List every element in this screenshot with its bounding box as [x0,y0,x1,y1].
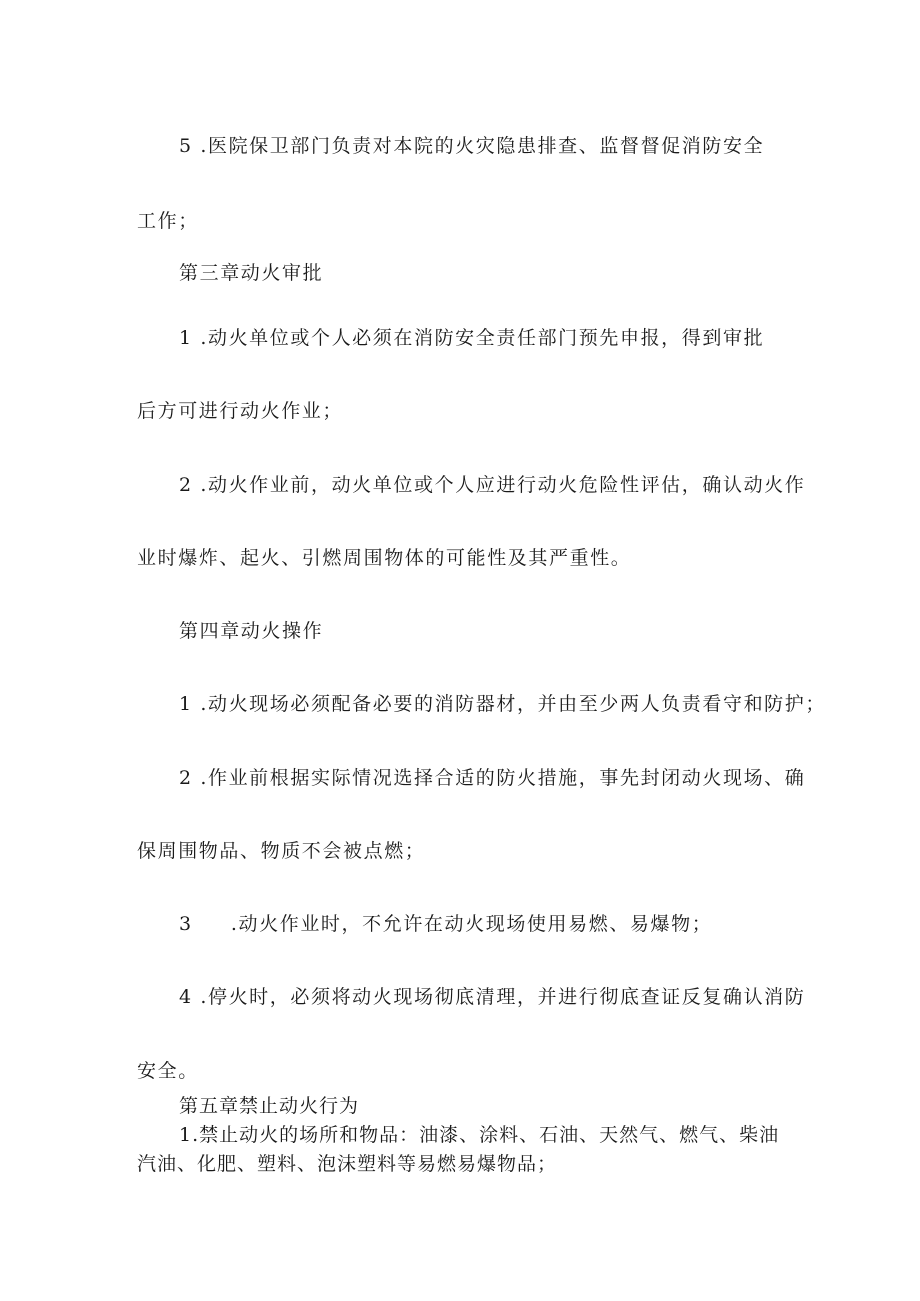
chapter-heading: 第五章禁止动火行为 [179,1095,360,1117]
paragraph-line: 5 .医院保卫部门负责对本院的火灾隐患排查、监督督促消防安全 [179,135,765,157]
paragraph-line: 保周围物品、物质不会被点燃； [137,840,426,862]
paragraph-line: 1.禁止动火的场所和物品：油漆、涂料、石油、天然气、燃气、柴油 [179,1124,780,1146]
paragraph-line: 后方可进行动火作业； [137,400,344,422]
paragraph-line: 安全。 [137,1060,199,1082]
paragraph-line: 1 .动火现场必须配备必要的消防器材，并由至少两人负责看守和防护； [179,693,826,715]
paragraph-line: 2 .动火作业前，动火单位或个人应进行动火危险性评估，确认动火作 [179,474,806,496]
paragraph-line: 4 .停火时，必须将动火现场彻底清理，并进行彻底查证反复确认消防 [179,986,806,1008]
paragraph-line: 1 .动火单位或个人必须在消防安全责任部门预先申报，得到审批 [179,327,765,349]
paragraph-line: 汽油、化肥、塑料、泡沫塑料等易燃易爆物品； [137,1153,558,1175]
chapter-heading: 第三章动火审批 [179,262,324,284]
paragraph-line: 3 .动火作业时，不允许在动火现场使用易燃、易爆物； [179,913,713,935]
paragraph-line: 业时爆炸、起火、引燃周围物体的可能性及其严重性。 [137,547,632,569]
paragraph-line: 工作； [137,210,199,232]
chapter-heading: 第四章动火操作 [179,620,324,642]
paragraph-line: 2 .作业前根据实际情况选择合适的防火措施，事先封闭动火现场、确 [179,767,806,789]
